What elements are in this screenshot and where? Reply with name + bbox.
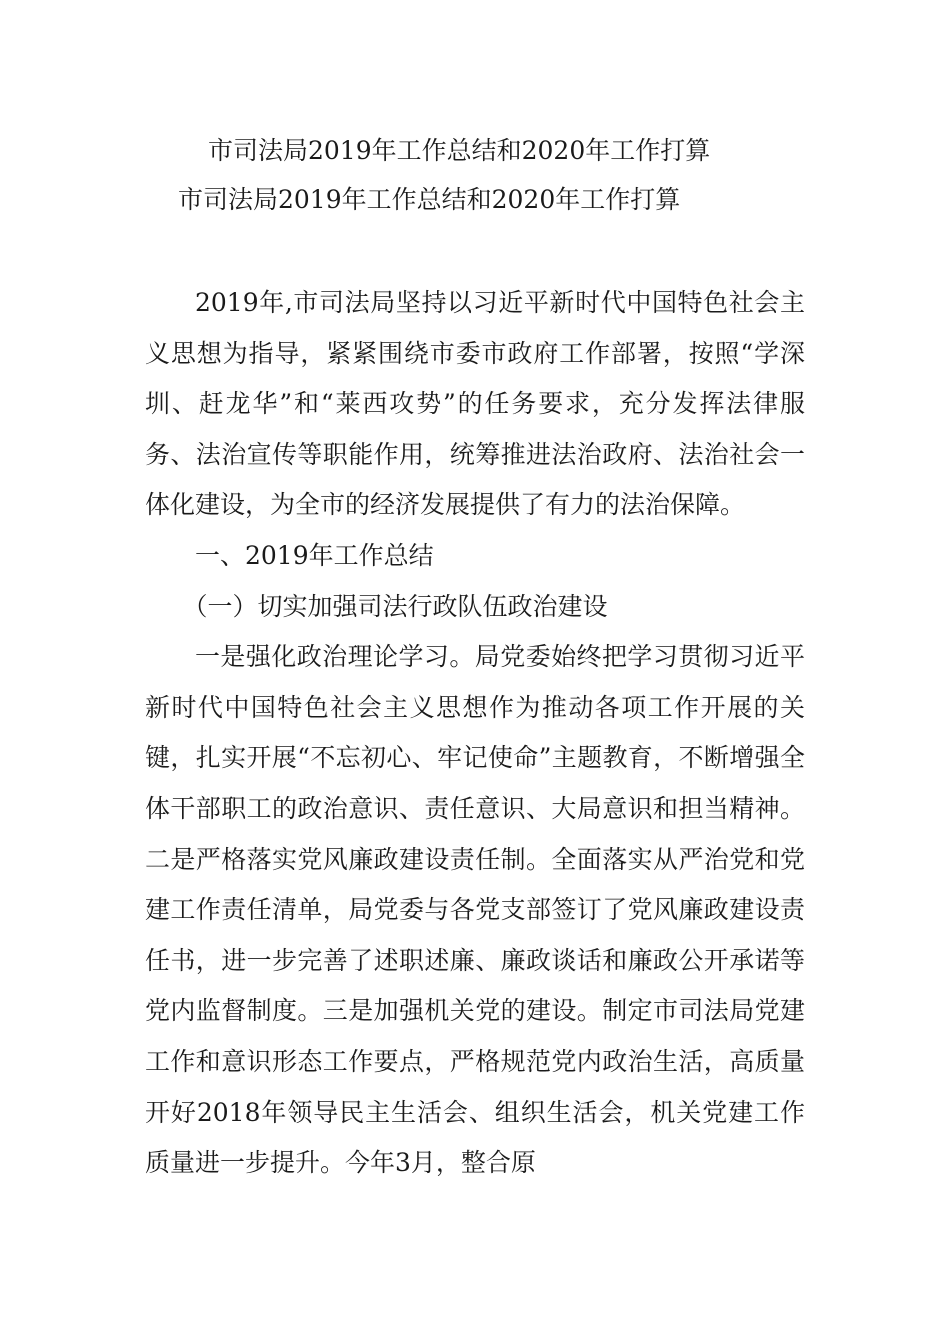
document-title-repeat: 市司法局2019年工作总结和2020年工作打算	[178, 185, 681, 214]
intro-paragraph: 2019年,市司法局坚持以习近平新时代中国特色社会主义思想为指导，紧紧围绕市委市政府工作部署，按照“学深圳、赶龙华”和“莱西攻势”的任务要求，充分发挥法律服务、法治宣传等职能作用，统筹推进法治政府、法治社会一体化建设，为全市的经济发展提供了有力的法治保障。	[145, 288, 805, 520]
body-paragraph: 一是强化政治理论学习。局党委始终把学习贯彻习近平新时代中国特色社会主义思想作为推动各项工作开展的关键，扎实开展“不忘初心、牢记使命”主题教育，不断增强全体干部职工的政治意识、责任意识、大局意识和担当精神。二是严格落实党风廉政建设责任制。全面落实从严治党和党建工作责任清单，局党委与各党支部签订了党风廉政建设责任书，进一步完善了述职述廉、廉政谈话和廉政公开承诺等党内监督制度。三是加强机关党的建设。制定市司法局党建工作和意识形态工作要点，严格规范党内政治生活，高质量开好2018年领导民主生活会、组织生活会，机关党建工作质量进一步提升。今年3月，整合原	[145, 642, 805, 1178]
subsection-heading: （一）切实加强司法行政队伍政治建设	[182, 591, 608, 621]
document-title: 市司法局2019年工作总结和2020年工作打算	[208, 136, 711, 165]
section-heading: 一、2019年工作总结	[195, 540, 434, 570]
document-body	[145, 278, 805, 1189]
